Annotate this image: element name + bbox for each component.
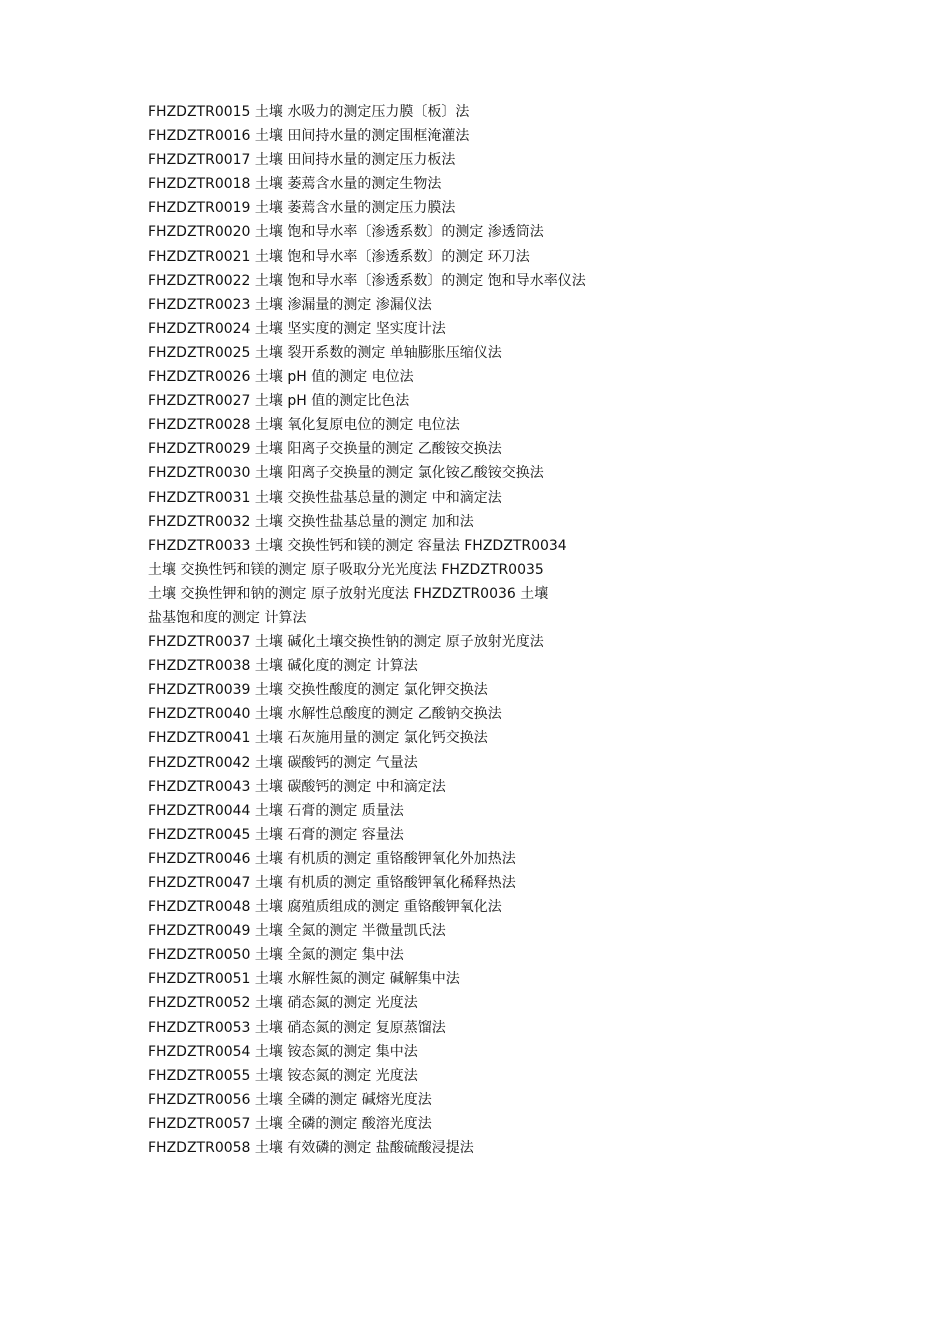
text-line: FHZDZTR0033 土壤 交换性钙和镁的测定 容量法 FHZDZTR0034: [148, 537, 567, 554]
text-line: FHZDZTR0048 土壤 腐殖质组成的测定 重铬酸钾氧化法: [148, 899, 502, 916]
text-line: FHZDZTR0023 土壤 渗漏量的测定 渗漏仪法: [148, 296, 432, 313]
text-line: FHZDZTR0050 土壤 全氮的测定 集中法: [148, 947, 404, 964]
text-line: FHZDZTR0018 土壤 萎蔫含水量的测定生物法: [148, 176, 442, 193]
text-line: FHZDZTR0021 土壤 饱和导水率〔渗透系数〕的测定 环刀法: [148, 248, 530, 265]
text-line: FHZDZTR0051 土壤 水解性氮的测定 碱解集中法: [148, 971, 460, 988]
text-line: FHZDZTR0029 土壤 阳离子交换量的测定 乙酸铵交换法: [148, 441, 502, 458]
text-line: FHZDZTR0015 土壤 水吸力的测定压力膜〔板〕法: [148, 104, 470, 120]
text-line: FHZDZTR0045 土壤 石膏的测定 容量法: [148, 826, 404, 843]
text-line: FHZDZTR0024 土壤 坚实度的测定 坚实度计法: [148, 320, 446, 337]
text-line: 盐基饱和度的测定 计算法: [148, 609, 307, 626]
text-line: FHZDZTR0047 土壤 有机质的测定 重铬酸钾氧化稀释热法: [148, 875, 516, 891]
text-line: FHZDZTR0058 土壤 有效磷的测定 盐酸硫酸浸提法: [148, 1140, 474, 1157]
text-line: FHZDZTR0030 土壤 阳离子交换量的测定 氯化铵乙酸铵交换法: [148, 465, 544, 482]
text-line: FHZDZTR0039 土壤 交换性酸度的测定 氯化钾交换法: [148, 682, 488, 699]
text-line: 土壤 交换性钾和钠的测定 原子放射光度法 FHZDZTR0036 土壤: [148, 585, 549, 602]
text-line: FHZDZTR0038 土壤 碱化度的测定 计算法: [148, 658, 418, 675]
text-line: FHZDZTR0019 土壤 萎蔫含水量的测定压力膜法: [148, 200, 456, 217]
text-line: FHZDZTR0040 土壤 水解性总酸度的测定 乙酸钠交换法: [148, 706, 502, 723]
text-line: FHZDZTR0049 土壤 全氮的测定 半微量凯氏法: [148, 923, 446, 940]
text-line: 土壤 交换性钙和镁的测定 原子吸取分光光度法 FHZDZTR0035: [148, 561, 544, 578]
document-page: [148, 100, 628, 1160]
text-line: FHZDZTR0020 土壤 饱和导水率〔渗透系数〕的测定 渗透筒法: [148, 224, 544, 241]
text-line: FHZDZTR0052 土壤 硝态氮的测定 光度法: [148, 995, 418, 1012]
text-line: FHZDZTR0056 土壤 全磷的测定 碱熔光度法: [148, 1091, 432, 1108]
text-line: FHZDZTR0053 土壤 硝态氮的测定 复原蒸馏法: [148, 1019, 446, 1036]
text-line: FHZDZTR0046 土壤 有机质的测定 重铬酸钾氧化外加热法: [148, 850, 516, 867]
text-line: FHZDZTR0017 土壤 田间持水量的测定压力板法: [148, 152, 456, 169]
text-line: FHZDZTR0043 土壤 碳酸钙的测定 中和滴定法: [148, 778, 446, 795]
text-line: FHZDZTR0022 土壤 饱和导水率〔渗透系数〕的测定 饱和导水率仪法: [148, 272, 586, 289]
text-line: FHZDZTR0044 土壤 石膏的测定 质量法: [148, 802, 404, 819]
text-line: FHZDZTR0026 土壤 pH 值的测定 电位法: [148, 369, 414, 386]
text-line: FHZDZTR0027 土壤 pH 值的测定比色法: [148, 393, 410, 410]
text-line: FHZDZTR0025 土壤 裂开系数的测定 单轴膨胀压缩仪法: [148, 344, 502, 361]
text-line: FHZDZTR0031 土壤 交换性盐基总量的测定 中和滴定法: [148, 489, 502, 506]
text-line: FHZDZTR0041 土壤 石灰施用量的测定 氯化钙交换法: [148, 730, 488, 747]
text-line: FHZDZTR0032 土壤 交换性盐基总量的测定 加和法: [148, 513, 474, 530]
text-line: FHZDZTR0028 土壤 氧化复原电位的测定 电位法: [148, 417, 460, 434]
text-line: FHZDZTR0054 土壤 铵态氮的测定 集中法: [148, 1043, 418, 1060]
text-line: FHZDZTR0042 土壤 碳酸钙的测定 气量法: [148, 754, 418, 771]
text-line: FHZDZTR0057 土壤 全磷的测定 酸溶光度法: [148, 1115, 432, 1132]
text-line: FHZDZTR0037 土壤 碱化土壤交换性钠的测定 原子放射光度法: [148, 634, 544, 651]
text-line: FHZDZTR0055 土壤 铵态氮的测定 光度法: [148, 1067, 418, 1084]
text-line: FHZDZTR0016 土壤 田间持水量的测定围框淹灌法: [148, 128, 470, 145]
